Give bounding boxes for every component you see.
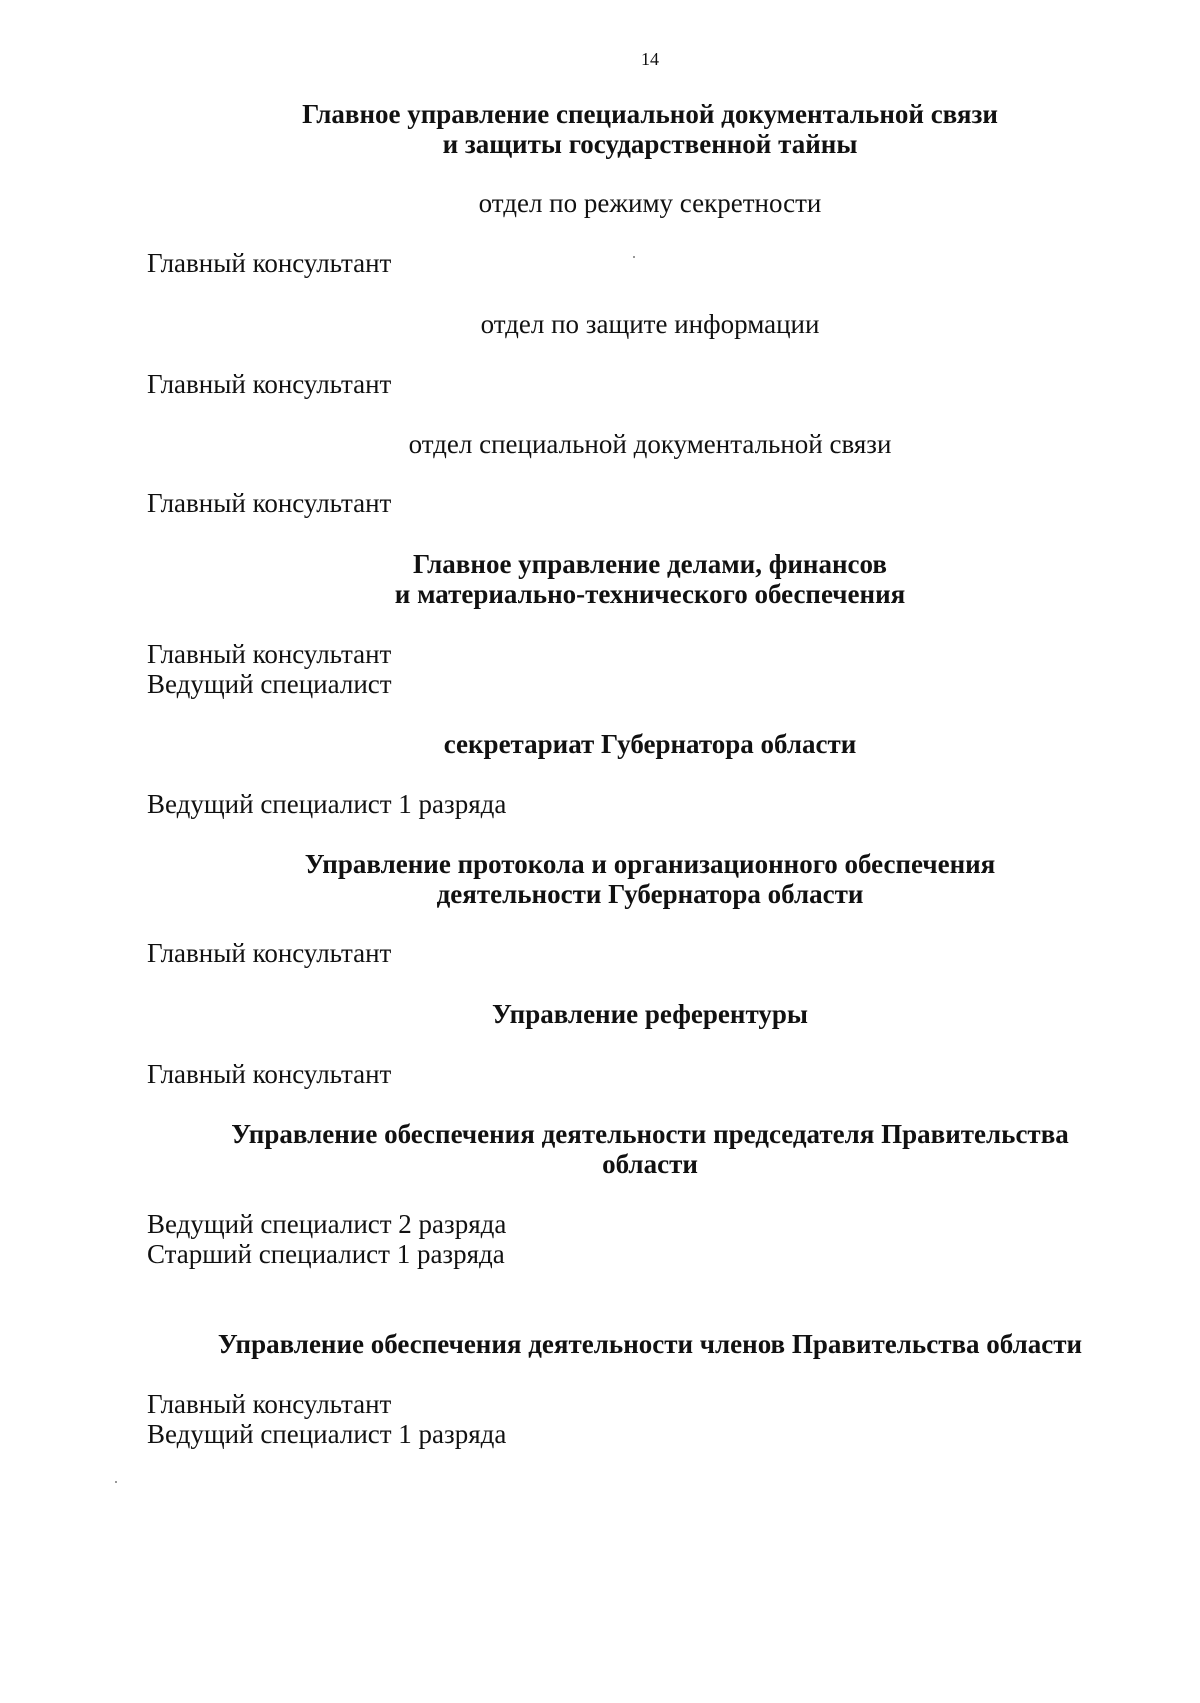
department-title: отдел специальной документальной связи xyxy=(408,429,892,459)
position-entry: Старший специалист 1 разряда xyxy=(147,1239,505,1269)
position-entry: Главный консультант xyxy=(147,248,392,278)
position-entry: Главный консультант xyxy=(147,1389,392,1419)
position-entry: Ведущий специалист 1 разряда xyxy=(147,1419,507,1449)
section-heading: области xyxy=(602,1149,698,1179)
position-entry: Главный консультант xyxy=(147,369,392,399)
position-entry: Главный консультант xyxy=(147,639,392,669)
section-heading: и защиты государственной тайны xyxy=(442,129,858,159)
position-entry: Главный консультант xyxy=(147,488,392,518)
section-heading: Управление обеспечения деятельности председателя Правительства xyxy=(231,1119,1069,1149)
department-title: отдел по защите информации xyxy=(480,309,820,339)
scan-speck xyxy=(633,256,635,258)
section-heading: Управление протокола и организационного обеспечения xyxy=(304,849,996,879)
section-heading: и материально-технического обеспечения xyxy=(394,579,906,609)
section-heading: Управление обеспечения деятельности членов Правительства области xyxy=(217,1329,1083,1359)
position-entry: Главный консультант xyxy=(147,1059,392,1089)
department-title: отдел по режиму секретности xyxy=(478,188,822,218)
section-heading: деятельности Губернатора области xyxy=(436,879,864,909)
section-heading: Главное управление специальной документальной связи xyxy=(302,99,998,129)
page-number: 14 xyxy=(641,49,659,69)
position-entry: Ведущий специалист 1 разряда xyxy=(147,789,507,819)
section-heading: секретариат Губернатора области xyxy=(443,729,857,759)
position-entry: Главный консультант xyxy=(147,938,392,968)
section-heading: Управление референтуры xyxy=(492,999,808,1029)
position-entry: Ведущий специалист xyxy=(147,669,392,699)
position-entry: Ведущий специалист 2 разряда xyxy=(147,1209,507,1239)
scan-speck xyxy=(115,1481,117,1483)
section-heading: Главное управление делами, финансов xyxy=(413,549,887,579)
